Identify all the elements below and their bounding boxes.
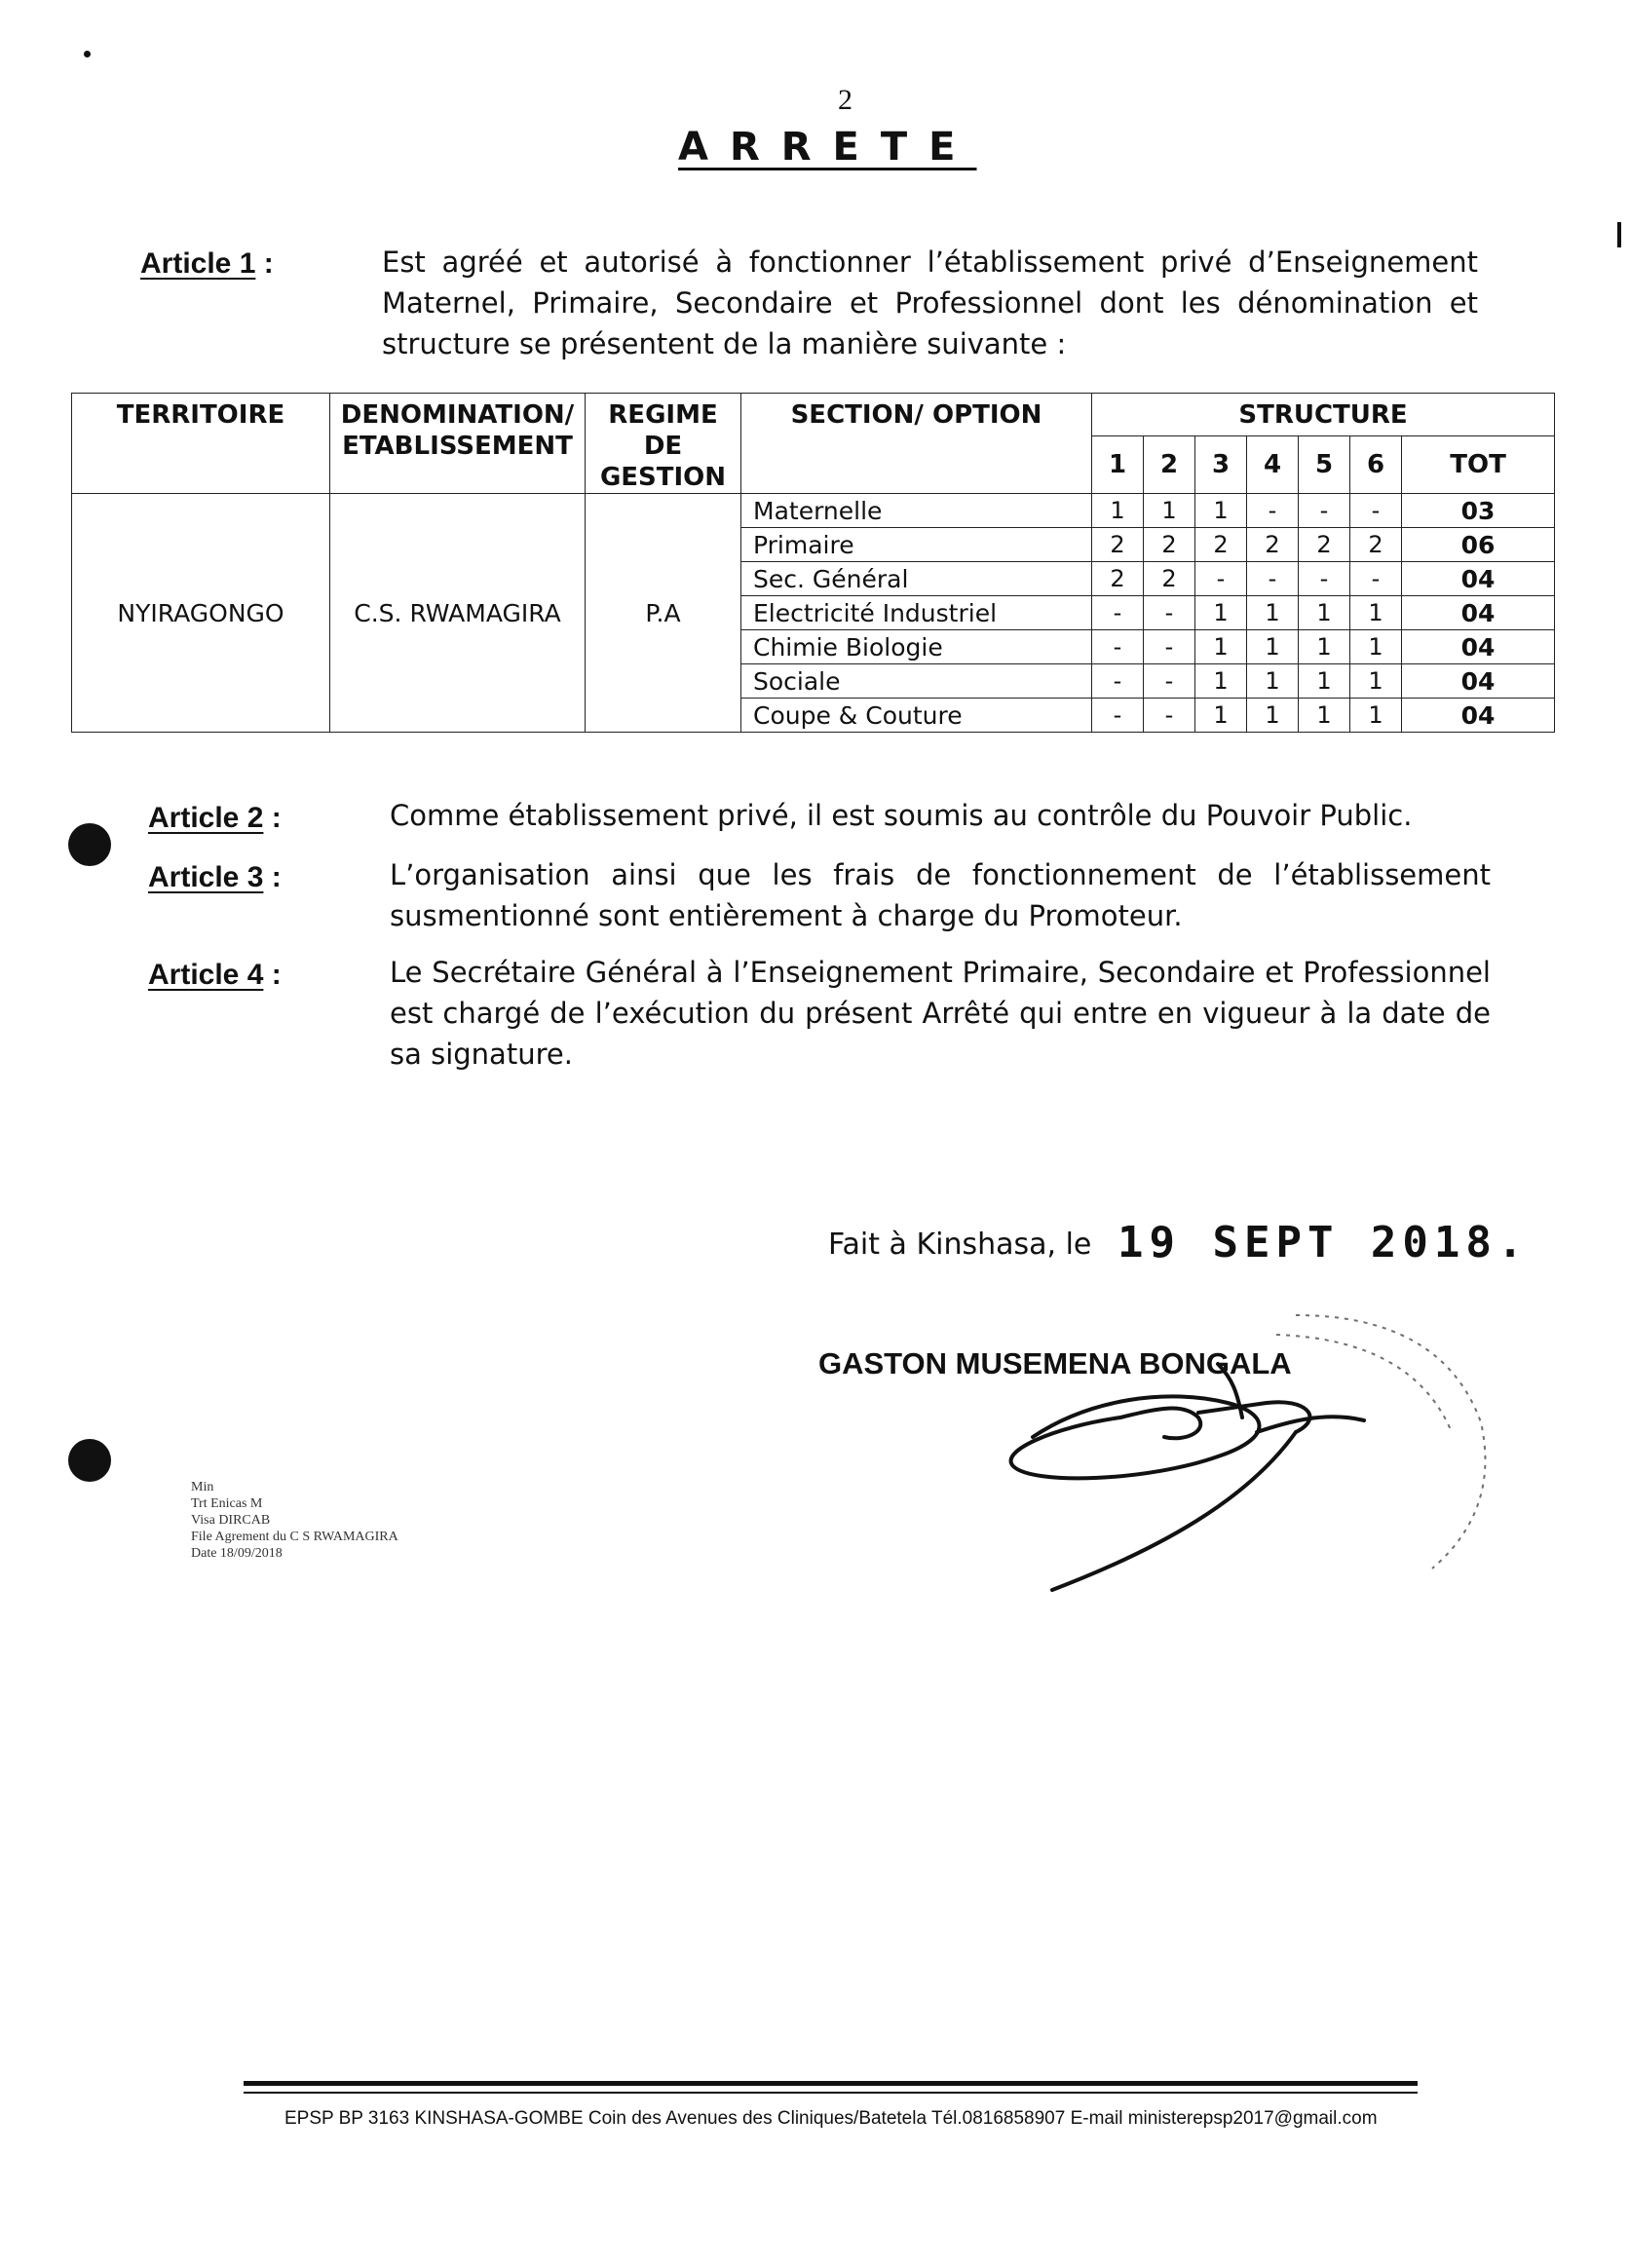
footer-rule-thin: [244, 2092, 1418, 2094]
faded-stamp-circle: [1276, 1315, 1485, 1569]
article-1-label: Article 1 :: [140, 247, 274, 280]
cell-level: 1: [1299, 596, 1350, 630]
cell-level: 2: [1092, 528, 1144, 562]
cell-level: -: [1299, 562, 1350, 596]
cell-level: -: [1092, 596, 1144, 630]
article-3-label-text: Article 3: [148, 861, 264, 893]
punch-hole-mark: [68, 1439, 111, 1482]
cell-level: 1: [1195, 494, 1247, 528]
cell-level: 1: [1247, 699, 1299, 733]
cell-level: 1: [1350, 596, 1402, 630]
cell-level: -: [1195, 562, 1247, 596]
document-title: ARRETE: [678, 125, 977, 170]
header-tot: TOT: [1402, 435, 1555, 493]
cell-option: Chimie Biologie: [741, 630, 1092, 664]
cell-level: 2: [1144, 562, 1195, 596]
cell-level: 1: [1195, 699, 1247, 733]
cell-level: 1: [1299, 630, 1350, 664]
cell-level: -: [1247, 494, 1299, 528]
punch-hole-mark: [68, 823, 111, 866]
cell-option: Electricité Industriel: [741, 596, 1092, 630]
reference-line: File Agrement du C S RWAMAGIRA: [191, 1530, 398, 1544]
cell-tot: 04: [1402, 562, 1555, 596]
page-number: 2: [838, 84, 852, 116]
cell-tot: 04: [1402, 664, 1555, 699]
table-row: [72, 494, 1555, 528]
cell-level: 1: [1195, 596, 1247, 630]
cell-level: -: [1247, 562, 1299, 596]
header-level-3: 3: [1195, 435, 1247, 493]
cell-option: Primaire: [741, 528, 1092, 562]
reference-line: Visa DIRCAB: [191, 1513, 271, 1528]
article-3-label: Article 3 :: [148, 861, 282, 893]
cell-level: -: [1092, 699, 1144, 733]
cell-level: -: [1144, 596, 1195, 630]
edge-mark: [1617, 222, 1621, 247]
cell-regime: P.A: [586, 494, 741, 733]
header-level-6: 6: [1350, 435, 1402, 493]
cell-level: 1: [1350, 699, 1402, 733]
cell-level: 1: [1350, 664, 1402, 699]
cell-level: -: [1092, 630, 1144, 664]
cell-level: -: [1350, 562, 1402, 596]
article-1-text: Est agréé et autorisé à fonctionner l’établissement privé d’Enseignement Maternel, Primaire, Secondaire et Professionnel dont les dénomination et structure se présentent de la manière suivante :: [382, 246, 1478, 360]
header-structure: STRUCTURE: [1092, 394, 1555, 436]
header-section: SECTION/ OPTION: [741, 394, 1092, 494]
reference-line: Trt Enicas M: [191, 1496, 263, 1511]
header-territoire: TERRITOIRE: [72, 394, 330, 494]
article-2-label: Article 2 :: [148, 802, 282, 834]
cell-level: 1: [1195, 630, 1247, 664]
structure-table: [71, 393, 1555, 733]
cell-level: 1: [1299, 664, 1350, 699]
article-1-label-text: Article 1: [140, 247, 256, 280]
article-4-label-text: Article 4: [148, 959, 264, 991]
article-3-text: L’organisation ainsi que les frais de fonctionnement de l’établissement susmentionné sont entièrement à charge du Promoteur.: [390, 858, 1491, 932]
header-level-4: 4: [1247, 435, 1299, 493]
signature-place: Fait à Kinshasa, le: [828, 1228, 1092, 1262]
cell-level: 1: [1092, 494, 1144, 528]
article-2-label-text: Article 2: [148, 802, 264, 834]
cell-territoire: NYIRAGONGO: [72, 494, 330, 733]
cell-level: -: [1350, 494, 1402, 528]
cell-level: 1: [1247, 664, 1299, 699]
reference-block: [191, 1479, 398, 1562]
cell-level: -: [1299, 494, 1350, 528]
cell-tot: 04: [1402, 699, 1555, 733]
cell-level: 2: [1247, 528, 1299, 562]
cell-level: -: [1092, 664, 1144, 699]
cell-level: 2: [1092, 562, 1144, 596]
cell-level: -: [1144, 630, 1195, 664]
cell-option: Sociale: [741, 664, 1092, 699]
cell-option: Coupe & Couture: [741, 699, 1092, 733]
footer-address: EPSP BP 3163 KINSHASA-GOMBE Coin des Avenues des Cliniques/Batetela Tél.0816858907 E-mail ministerepsp2017@gmail.com: [284, 2108, 1378, 2129]
footer-rule-thick: [244, 2081, 1418, 2086]
signature-date-stamp: 19 SEPT 2018.: [1118, 1218, 1530, 1267]
handwritten-signature: [974, 1296, 1559, 1607]
cell-tot: 04: [1402, 630, 1555, 664]
cell-level: 2: [1350, 528, 1402, 562]
cell-level: 2: [1144, 528, 1195, 562]
cell-level: -: [1144, 664, 1195, 699]
cell-level: 1: [1144, 494, 1195, 528]
cell-level: 2: [1195, 528, 1247, 562]
header-denomination: DENOMINATION/ ETABLISSEMENT: [330, 394, 586, 494]
cell-level: 1: [1195, 664, 1247, 699]
header-level-5: 5: [1299, 435, 1350, 493]
cell-option: Maternelle: [741, 494, 1092, 528]
article-4-text: Le Secrétaire Général à l’Enseignement Primaire, Secondaire et Professionnel est chargé de l’exécution du présent Arrêté qui entre en vigueur à la date de sa signature.: [390, 956, 1491, 1071]
cell-denomination: C.S. RWAMAGIRA: [330, 494, 586, 733]
cell-option: Sec. Général: [741, 562, 1092, 596]
cell-tot: 04: [1402, 596, 1555, 630]
cell-level: 1: [1299, 699, 1350, 733]
cell-level: 1: [1350, 630, 1402, 664]
signatory-name: GASTON MUSEMENA BONGALA: [818, 1346, 1292, 1380]
cell-level: 2: [1299, 528, 1350, 562]
article-2-text: Comme établissement privé, il est soumis au contrôle du Pouvoir Public.: [390, 799, 1413, 832]
header-regime: REGIME DE GESTION: [586, 394, 741, 494]
reference-line: Min: [191, 1480, 214, 1494]
reference-line: Date 18/09/2018: [191, 1546, 283, 1561]
cell-tot: 06: [1402, 528, 1555, 562]
speck-mark: [84, 51, 91, 57]
cell-level: 1: [1247, 630, 1299, 664]
cell-tot: 03: [1402, 494, 1555, 528]
header-level-1: 1: [1092, 435, 1144, 493]
cell-level: 1: [1247, 596, 1299, 630]
header-level-2: 2: [1144, 435, 1195, 493]
cell-level: -: [1144, 699, 1195, 733]
article-4-label: Article 4 :: [148, 959, 282, 991]
